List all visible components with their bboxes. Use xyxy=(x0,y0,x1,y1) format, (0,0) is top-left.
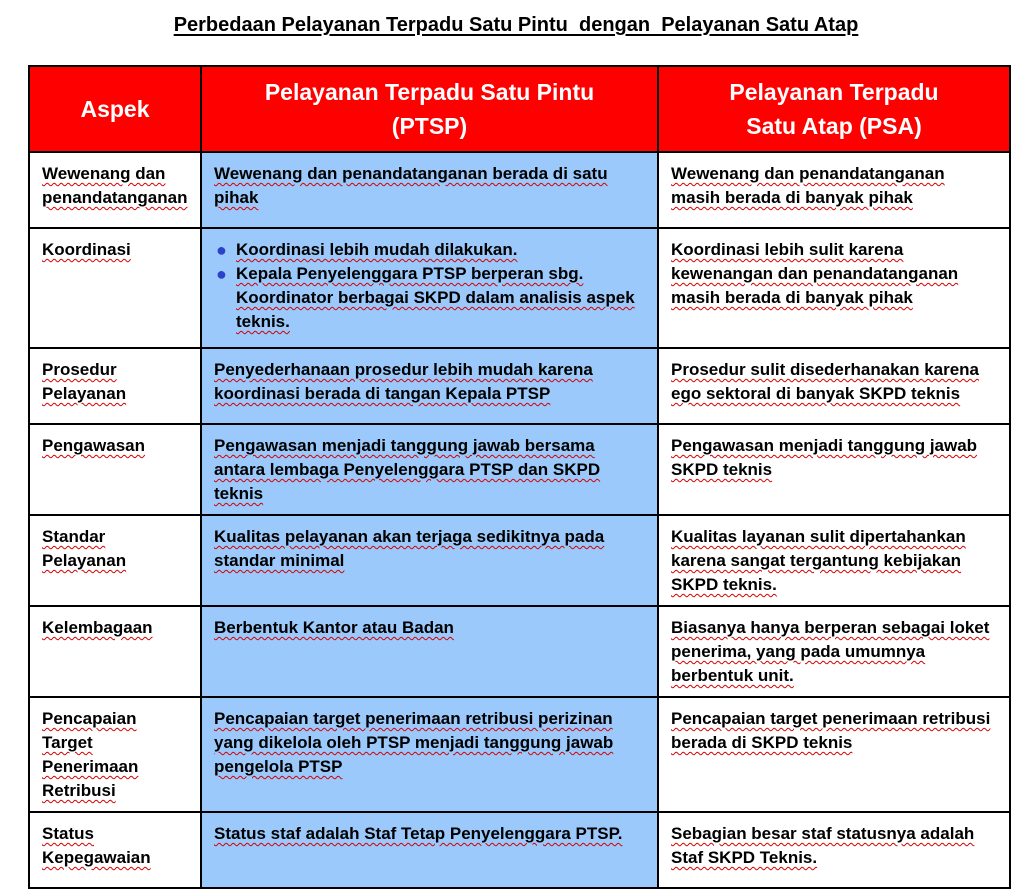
aspek-cell xyxy=(29,228,201,348)
aspek-text: Status Kepegawaian xyxy=(42,824,151,867)
aspek-cell xyxy=(29,606,201,697)
table-row xyxy=(29,812,1010,888)
aspek-cell xyxy=(29,424,201,515)
psa-cell xyxy=(658,348,1010,424)
aspek-text: Kelembagaan xyxy=(42,618,153,637)
list-item xyxy=(216,238,645,262)
ptsp-cell xyxy=(201,697,658,812)
document-title: Perbedaan Pelayanan Terpadu Satu Pintu dengan Pelayanan Satu Atap xyxy=(173,14,859,36)
header-psa-line2: Satu Atap (PSA) xyxy=(746,113,922,139)
psa-cell xyxy=(658,606,1010,697)
ptsp-text: Pengawasan menjadi tanggung jawab bersama antara lembaga Penyelenggara PTSP dan SKPD teknis xyxy=(214,436,601,503)
header-aspek xyxy=(29,66,201,152)
ptsp-cell xyxy=(201,606,658,697)
table-row xyxy=(29,424,1010,515)
aspek-cell xyxy=(29,348,201,424)
ptsp-text: Wewenang dan penandatanganan berada di satu pihak xyxy=(214,164,608,207)
psa-text: Sebagian besar staf statusnya adalah Staf SKPD Teknis. xyxy=(671,824,975,867)
comparison-table xyxy=(28,65,1011,889)
ptsp-text: Status staf adalah Staf Tetap Penyelenggara PTSP. xyxy=(214,824,623,843)
psa-text: Biasanya hanya berperan sebagai loket penerima, yang pada umumnya berbentuk unit. xyxy=(671,618,990,685)
psa-text: Kualitas layanan sulit dipertahankan karena sangat tergantung kebijakan SKPD teknis. xyxy=(671,527,966,594)
psa-text: Koordinasi lebih sulit karena kewenangan dan penandatanganan masih berada di banyak pihak xyxy=(671,240,959,307)
header-ptsp xyxy=(201,66,658,152)
ptsp-cell xyxy=(201,515,658,606)
bullet-text: Koordinasi lebih mudah dilakukan. xyxy=(236,240,518,259)
ptsp-text: Penyederhanaan prosedur lebih mudah karena koordinasi berada di tangan Kepala PTSP xyxy=(214,360,593,403)
header-ptsp-line2: (PTSP) xyxy=(391,113,468,139)
aspek-cell xyxy=(29,515,201,606)
psa-cell xyxy=(658,515,1010,606)
psa-cell xyxy=(658,812,1010,888)
aspek-cell xyxy=(29,697,201,812)
bullet-text: Kepala Penyelenggara PTSP berperan sbg. Koordinator berbagai SKPD dalam analisis aspek teknis. xyxy=(236,264,635,331)
aspek-text: Pencapaian Target Penerimaan Retribusi xyxy=(42,709,139,800)
ptsp-cell xyxy=(201,812,658,888)
psa-cell xyxy=(658,697,1010,812)
table-row xyxy=(29,606,1010,697)
ptsp-cell xyxy=(201,152,658,228)
list-item xyxy=(216,262,645,334)
table-row xyxy=(29,348,1010,424)
header-psa-line1: Pelayanan Terpadu xyxy=(729,79,939,105)
aspek-cell xyxy=(29,152,201,228)
psa-text: Wewenang dan penandatanganan masih berada di banyak pihak xyxy=(671,164,945,207)
ptsp-text: Kualitas pelayanan akan terjaga sedikitnya pada standar minimal xyxy=(214,527,605,570)
header-psa xyxy=(658,66,1010,152)
psa-text: Prosedur sulit disederhanakan karena ego sektoral di banyak SKPD teknis xyxy=(671,360,980,403)
bullet-icon: ● xyxy=(216,264,227,284)
psa-text: Pengawasan menjadi tanggung jawab SKPD teknis xyxy=(671,436,978,479)
psa-cell xyxy=(658,228,1010,348)
table-row xyxy=(29,228,1010,348)
aspek-text: Prosedur Pelayanan xyxy=(42,360,127,403)
aspek-text: Standar Pelayanan xyxy=(42,527,127,570)
psa-text: Pencapaian target penerimaan retribusi berada di SKPD teknis xyxy=(671,709,991,752)
header-ptsp-line1: Pelayanan Terpadu Satu Pintu xyxy=(264,79,595,105)
header-aspek-label: Aspek xyxy=(80,96,150,122)
ptsp-cell xyxy=(201,424,658,515)
aspek-text: Wewenang dan penandatanganan xyxy=(42,164,188,207)
table-row xyxy=(29,515,1010,606)
ptsp-cell xyxy=(201,348,658,424)
table-row xyxy=(29,697,1010,812)
aspek-text: Koordinasi xyxy=(42,240,131,259)
ptsp-bullet-list xyxy=(214,238,645,334)
table-row xyxy=(29,152,1010,228)
psa-cell xyxy=(658,424,1010,515)
ptsp-text: Pencapaian target penerimaan retribusi perizinan yang dikelola oleh PTSP menjadi tanggung jawab pengelola PTSP xyxy=(214,709,614,776)
aspek-cell xyxy=(29,812,201,888)
ptsp-cell xyxy=(201,228,658,348)
aspek-text: Pengawasan xyxy=(42,436,145,455)
bullet-icon: ● xyxy=(216,240,227,260)
ptsp-text: Berbentuk Kantor atau Badan xyxy=(214,618,454,637)
table-header-row xyxy=(29,66,1010,152)
psa-cell xyxy=(658,152,1010,228)
